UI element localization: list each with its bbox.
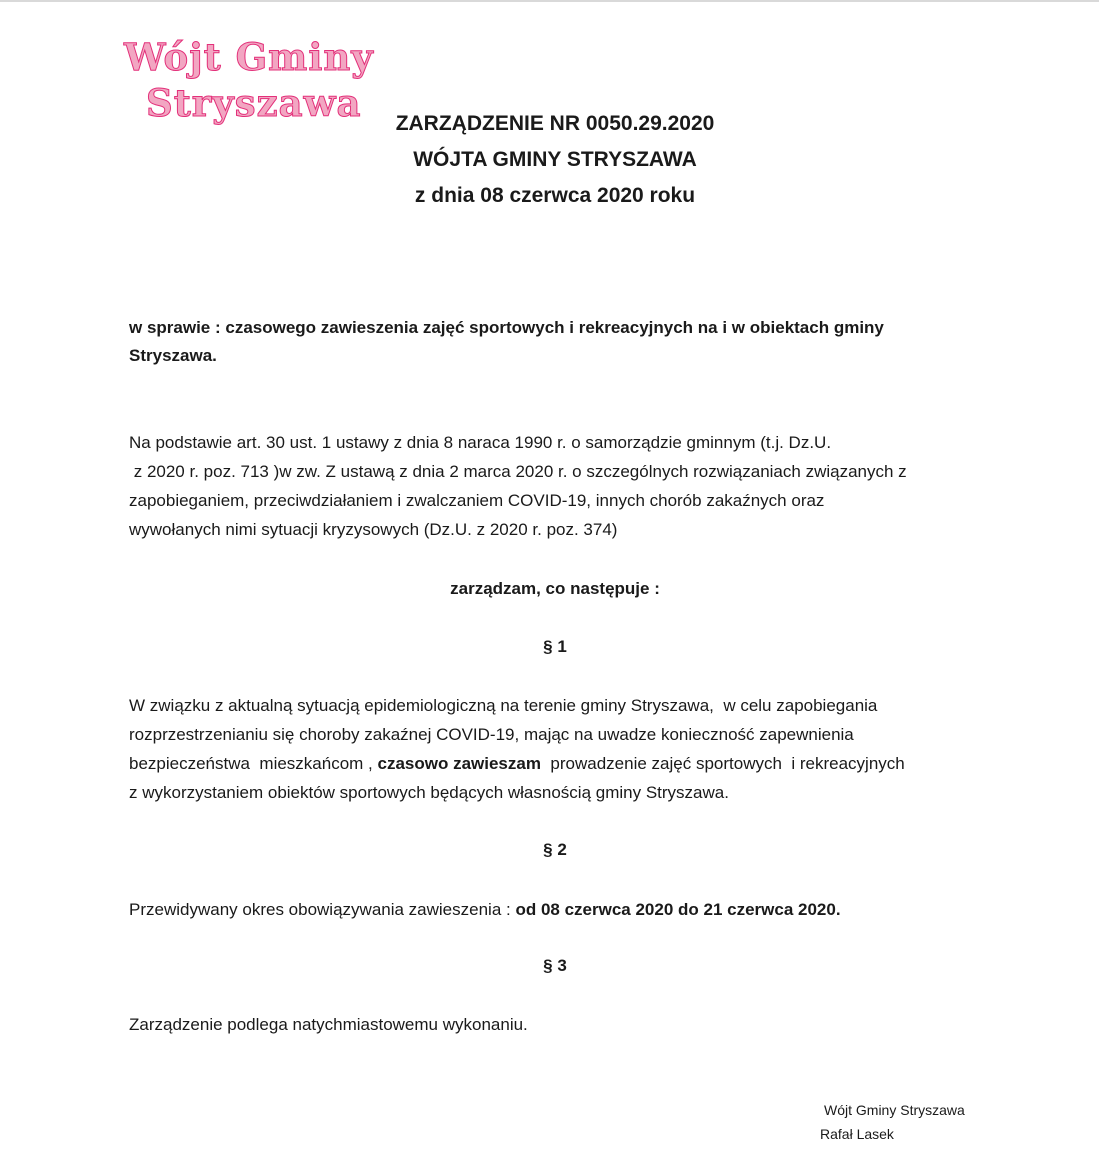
issuer: WÓJTA GMINY STRYSZAWA <box>413 148 697 171</box>
section-3-paragraph <box>129 1010 989 1039</box>
section-3-title: § 3 <box>543 956 567 975</box>
legal-basis-paragraph <box>129 428 989 544</box>
section-1-paragraph <box>129 691 989 807</box>
subject-paragraph <box>129 314 959 370</box>
section-1-line-4: z wykorzystaniem obiektów sportowych będących własnością gminy Stryszawa. <box>129 783 729 802</box>
legal-basis-line-3: zapobieganiem, przeciwdziałaniem i zwalczaniem COVID-19, innych chorób zakaźnych oraz <box>129 491 825 510</box>
suspension-period-dates: od 08 czerwca 2020 do 21 czerwca 2020. <box>515 900 841 919</box>
section-1-line-1: W związku z aktualną sytuacją epidemiologiczną na terenie gminy Stryszawa, w celu zapobiegania <box>129 696 878 715</box>
suspension-phrase: czasowo zawieszam <box>377 754 541 773</box>
section-1-title: § 1 <box>543 637 567 656</box>
legal-basis-line-4: wywołanych nimi sytuacji kryzysowych (Dz.U. z 2020 r. poz. 374) <box>129 520 618 539</box>
section-2-paragraph <box>129 895 989 924</box>
section-2-line <box>129 895 989 924</box>
document-heading <box>0 106 1099 214</box>
subject-line-1: w sprawie : czasowego zawieszenia zajęć sportowych i rekreacyjnych na i w obiektach gminy <box>129 318 884 337</box>
section-2-title: § 2 <box>543 840 567 859</box>
signature-title: Wójt Gminy Stryszawa <box>824 1102 965 1118</box>
section-1-line-3-start: bezpieczeństwa mieszkańcom , <box>129 754 378 773</box>
signature-name: Rafał Lasek <box>820 1126 894 1142</box>
section-1-line-2: rozprzestrzenianiu się choroby zakaźnej COVID-19, mając na uwadze konieczność zapewnienia <box>129 725 854 744</box>
suspension-period-label: Przewidywany okres obowiązywania zawieszenia : <box>129 900 516 919</box>
legal-basis-line-1: Na podstawie art. 30 ust. 1 ustawy z dnia 8 naraca 1990 r. o samorządzie gminnym (t.j. Dz.U. <box>129 433 832 452</box>
section-1-line-3 <box>129 749 989 778</box>
section-3-line: Zarządzenie podlega natychmiastowemu wykonaniu. <box>129 1015 528 1034</box>
section-1-line-3-end: prowadzenie zajęć sportowych i rekreacyjnych <box>540 754 905 773</box>
ordinance-date: z dnia 08 czerwca 2020 roku <box>414 184 696 207</box>
order-phrase: zarządzam, co następuje : <box>450 579 660 598</box>
ordinance-number: ZARZĄDZENIE NR 0050.29.2020 <box>395 112 715 135</box>
subject-line-2: Stryszawa. <box>129 346 217 365</box>
stamp-line-2: Stryszawa <box>146 81 362 125</box>
page-top-border <box>0 0 1099 2</box>
signature-block <box>820 1098 965 1146</box>
stamp-line-1: Wójt Gminy <box>124 35 374 79</box>
legal-basis-line-2: z 2020 r. poz. 713 )w zw. Z ustawą z dnia 2 marca 2020 r. o szczególnych rozwiązaniach związanych z <box>129 462 907 481</box>
